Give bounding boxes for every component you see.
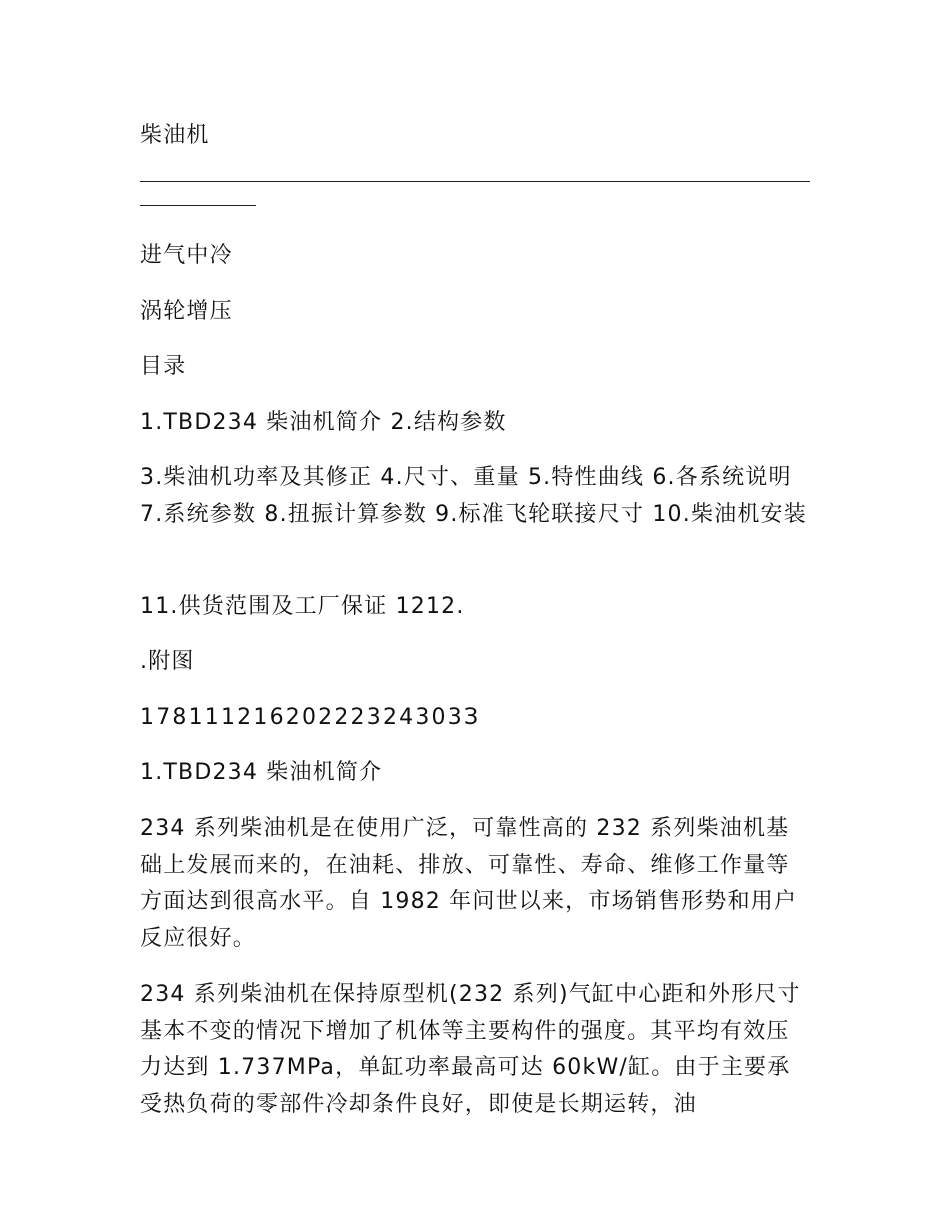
subtitle-turbocharged: 涡轮增压 (140, 299, 233, 324)
title-underline-long (140, 181, 810, 182)
toc-heading: 目录 (140, 354, 187, 379)
toc-line-3: 11.供货范围及工厂保证 1212. (140, 594, 465, 619)
document-page (140, 0, 812, 1230)
toc-line-2: 3.柴油机功率及其修正 4.尺寸、重量 5.特性曲线 6.各系统说明 7.系统参数 8.扭振计算参数 9.标准飞轮联接尺寸 10.柴油机安装 (140, 465, 807, 527)
title-underline-short (140, 205, 256, 206)
paragraph-1: 234 系列柴油机是在使用广泛，可靠性高的 232 系列柴油机基础上发展而来的，在油耗、排放、可靠性、寿命、维修工作量等方面达到很高水平。自 1982 年问世以来，市场销售形势和用户反应很好。 (140, 816, 798, 951)
subtitle-intercooled: 进气中冷 (140, 243, 233, 268)
toc-line-4: .附图 (140, 649, 195, 674)
document-title: 柴油机 (140, 123, 210, 148)
paragraph-2: 234 系列柴油机在保持原型机(232 系列)气缸中心距和外形尺寸基本不变的情况下增加了机体等主要构件的强度。其平均有效压力达到 1.737MPa，单缸功率最高可达 60kW/缸。由于主要承受热负荷的零部件冷却条件良好，即使是长期运转，油 (140, 982, 801, 1117)
toc-page-numbers: 17811121620222324303З (140, 705, 481, 730)
toc-line-1: 1.TBD234 柴油机简介 2.结构参数 (140, 410, 507, 435)
section-1-heading: 1.TBD234 柴油机简介 (140, 760, 383, 785)
